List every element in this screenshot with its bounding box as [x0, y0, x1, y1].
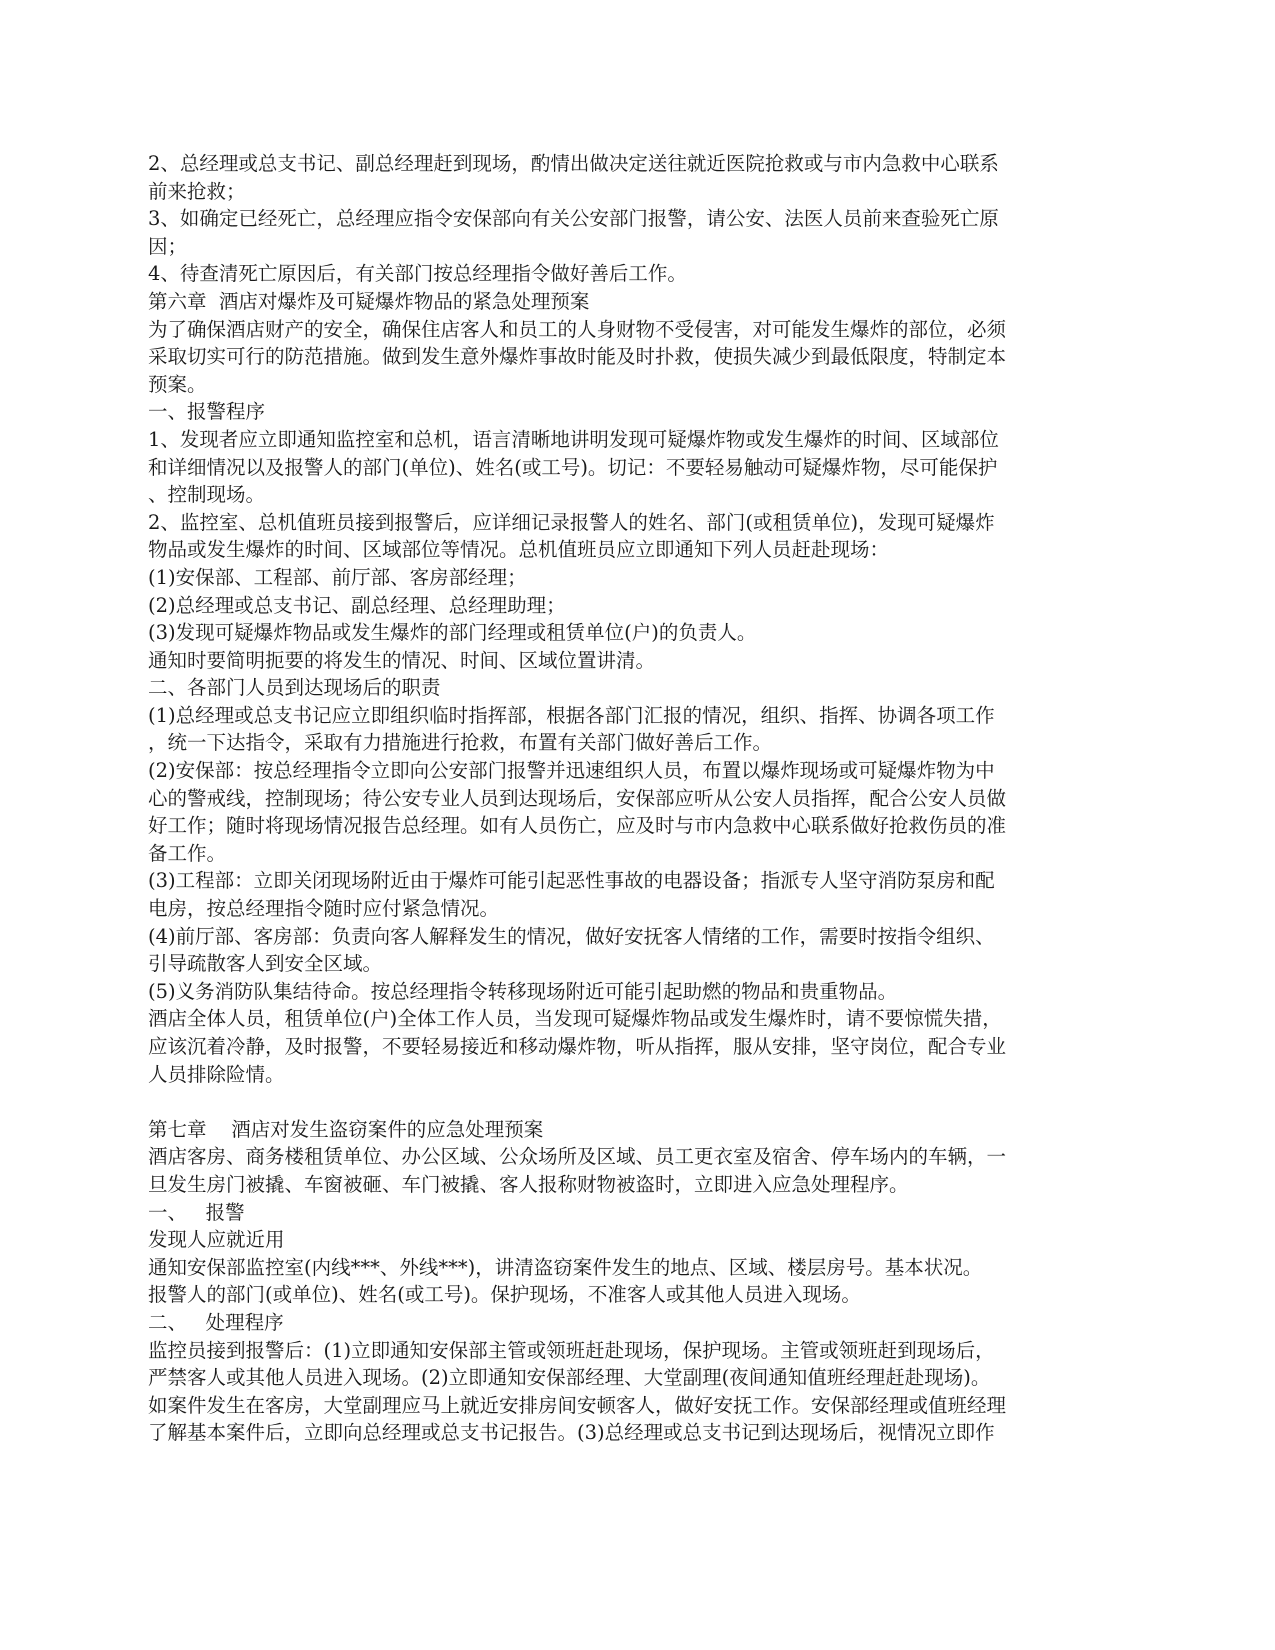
- text-line: 酒店全体人员，租赁单位(户)全体工作人员，当发现可疑爆炸物品或发生爆炸时，请不要惊慌失措，: [148, 1007, 1002, 1031]
- text-line: ，统一下达指令，采取有力措施进行抢救，布置有关部门做好善后工作。: [148, 731, 773, 755]
- text-line: (2)总经理或总支书记、副总经理、总经理助理；: [148, 593, 566, 617]
- text-line: 物品或发生爆炸的时间、区域部位等情况。总机值班员应立即通知下列人员赶赴现场：: [148, 538, 890, 562]
- text-line: 二、 处理程序: [148, 1310, 284, 1334]
- text-line: 为了确保酒店财产的安全，确保住店客人和员工的人身财物不受侵害，对可能发生爆炸的部位，必须: [148, 317, 1007, 341]
- text-line: 因；: [148, 234, 188, 258]
- text-line: 旦发生房门被撬、车窗被砸、车门被撬、客人报称财物被盗时，立即进入应急处理程序。: [148, 1172, 909, 1196]
- document-body: [148, 150, 1128, 1447]
- text-line: 通知安保部监控室(内线***、外线***)，讲清盗窃案件发生的地点、区域、楼层房号。基本状况。: [148, 1255, 983, 1279]
- text-line: 备工作。: [148, 841, 227, 865]
- text-line: 好工作；随时将现场情况报告总经理。如有人员伤亡，应及时与市内急救中心联系做好抢救伤员的准: [148, 814, 1007, 838]
- text-line: 心的警戒线，控制现场；待公安专业人员到达现场后，安保部应听从公安人员指挥，配合公安人员做: [148, 786, 1007, 810]
- text-line: 预案。: [148, 372, 207, 396]
- text-line: 如案件发生在客房，大堂副理应马上就近安排房间安顿客人，做好安抚工作。安保部经理或值班经理: [148, 1393, 1007, 1417]
- text-line: 4、待查清死亡原因后，有关部门按总经理指令做好善后工作。: [148, 262, 687, 286]
- text-line: 电房，按总经理指令随时应付紧急情况。: [148, 897, 500, 921]
- text-line: 了解基本案件后，立即向总经理或总支书记报告。(3)总经理或总支书记到达现场后，视情况立即作: [148, 1421, 995, 1445]
- text-line: 2、总经理或总支书记、副总经理赶到现场，酌情出做决定送往就近医院抢救或与市内急救中心联系: [148, 152, 999, 175]
- text-line: 和详细情况以及报警人的部门(单位)、姓名(或工号)。切记：不要轻易触动可疑爆炸物，尽可能保护: [148, 455, 998, 479]
- text-line: 通知时要简明扼要的将发生的情况、时间、区域位置讲清。: [148, 648, 656, 672]
- text-line: 1、发现者应立即通知监控室和总机，语言清晰地讲明发现可疑爆炸物或发生爆炸的时间、区域部位: [148, 427, 999, 451]
- text-line: (1)安保部、工程部、前厅部、客房部经理；: [148, 565, 527, 589]
- text-line: 酒店客房、商务楼租赁单位、办公区域、公众场所及区域、员工更衣室及宿舍、停车场内的车辆，一: [148, 1145, 1007, 1169]
- text-line: 严禁客人或其他人员进入现场。(2)立即通知安保部经理、大堂副理(夜间通知值班经理赶赴现场)。: [148, 1366, 991, 1390]
- text-line: 一、 报警: [148, 1200, 245, 1224]
- text-line: 报警人的部门(或单位)、姓名(或工号)。保护现场，不准客人或其他人员进入现场。: [148, 1283, 861, 1307]
- text-line: (3)发现可疑爆炸物品或发生爆炸的部门经理或租赁单位(户)的负责人。: [148, 621, 757, 645]
- text-line: 前来抢救；: [148, 179, 246, 203]
- text-line: 引导疏散客人到安全区域。: [148, 952, 383, 976]
- text-line: (4)前厅部、客房部：负责向客人解释发生的情况，做好安抚客人情绪的工作，需要时按指令组织、: [148, 924, 995, 948]
- text-line: 发现人应就近用: [148, 1228, 285, 1252]
- text-line: 监控员接到报警后：(1)立即通知安保部主管或领班赶赴现场，保护现场。主管或领班赶到现场后，: [148, 1338, 995, 1362]
- text-line: (5)义务消防队集结待命。按总经理指令转移现场附近可能引起助燃的物品和贵重物品。: [148, 979, 898, 1003]
- text-line: (2)安保部：按总经理指令立即向公安部门报警并迅速组织人员，布置以爆炸现场或可疑爆炸物为中: [148, 759, 995, 783]
- text-line: (3)工程部：立即关闭现场附近由于爆炸可能引起恶性事故的电器设备；指派专人坚守消防泵房和配: [148, 869, 995, 893]
- text-line: 3、如确定已经死亡，总经理应指令安保部向有关公安部门报警，请公安、法医人员前来查验死亡原: [148, 207, 999, 231]
- text-line: 、控制现场。: [148, 483, 266, 507]
- text-line: 人员排除险情。: [148, 1062, 285, 1086]
- text-line: 2、监控室、总机值班员接到报警后，应详细记录报警人的姓名、部门(或租赁单位)，发现可疑爆炸: [148, 510, 995, 534]
- text-line: (1)总经理或总支书记应立即组织临时指挥部，根据各部门汇报的情况，组织、指挥、协调各项工作: [148, 703, 995, 727]
- text-line: 采取切实可行的防范措施。做到发生意外爆炸事故时能及时扑救，使损失减少到最低限度，特制定本: [148, 345, 1007, 369]
- text-line: 第七章 酒店对发生盗窃案件的应急处理预案: [148, 1117, 544, 1141]
- text-line: 二、各部门人员到达现场后的职责: [148, 676, 441, 700]
- text-line: 第六章 酒店对爆炸及可疑爆炸物品的紧急处理预案: [148, 289, 590, 313]
- text-line: 应该沉着冷静，及时报警，不要轻易接近和移动爆炸物，听从指挥，服从安排，坚守岗位，配合专业: [148, 1035, 1007, 1058]
- text-line: 一、报警程序: [148, 400, 266, 424]
- blank-line: [148, 1088, 1128, 1116]
- section-part-one: [148, 150, 1128, 1088]
- section-part-two: [148, 1116, 1128, 1447]
